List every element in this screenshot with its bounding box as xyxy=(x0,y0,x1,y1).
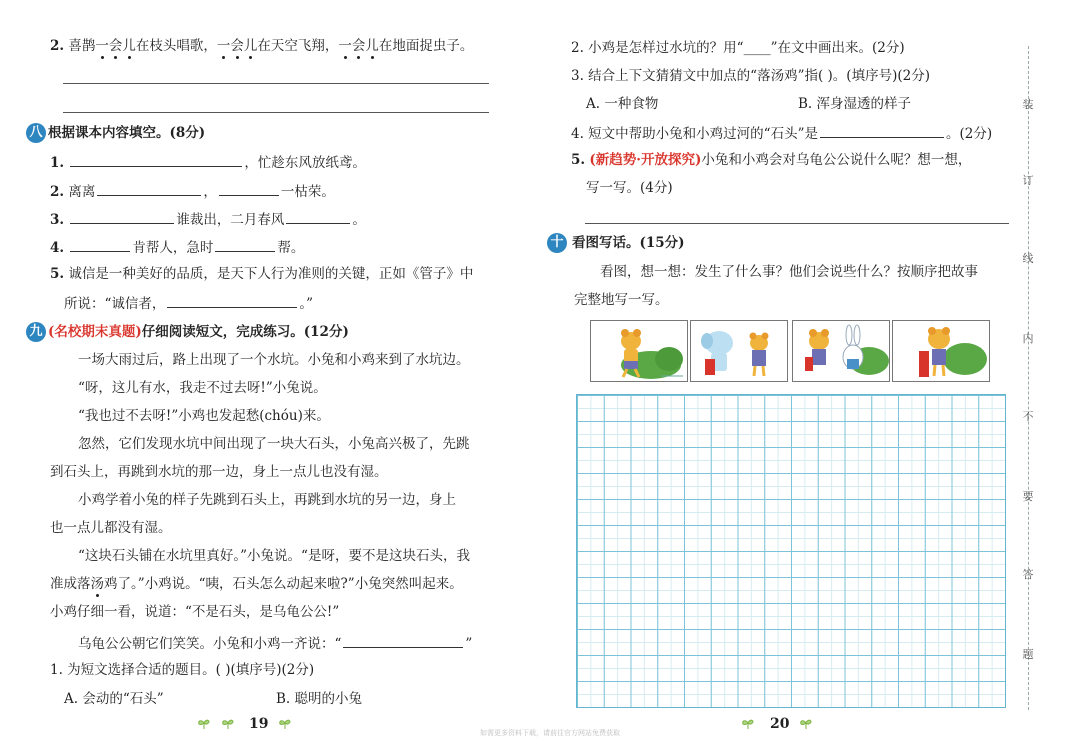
question-3-option-a[interactable]: A. 一种食物 xyxy=(586,96,659,112)
fill-blank[interactable] xyxy=(286,209,350,224)
page-number-right: 20 xyxy=(770,716,790,732)
section-title-10: 看图写话。(15分) xyxy=(572,235,685,251)
story-picture-3 xyxy=(792,320,890,382)
footer-note: 如需更多资料下载，请前往官方网站免费获取 xyxy=(480,729,620,737)
binding-char: 内 xyxy=(1022,332,1034,345)
passage-p6b: 准成落汤鸡了。”小鸡说。“咦，石头怎么动起来啦?”小兔突然叫起来。 xyxy=(50,576,463,592)
section-badge-8: 八 xyxy=(26,123,46,143)
story-picture-4 xyxy=(892,320,990,382)
question-3-option-b[interactable]: B. 浑身湿透的样子 xyxy=(798,96,912,112)
question-1: 1. 为短文选择合适的题目。( )(填序号)(2分) xyxy=(50,662,315,678)
fill-blank[interactable] xyxy=(97,181,201,196)
section-badge-9: 九 xyxy=(26,322,46,342)
writing-instruction-1: 看图，想一想：发生了什么事？他们会说些什么？按顺序把故事 xyxy=(600,264,978,280)
binding-char: 不 xyxy=(1022,410,1034,423)
passage-p5a: 小鸡学着小兔的样子先跳到石头上，再跳到水坑的另一边，身上 xyxy=(78,492,456,508)
leaf-icon xyxy=(800,719,812,729)
fill-blank[interactable] xyxy=(219,181,279,196)
leaf-icon xyxy=(198,719,210,729)
passage-p7: 乌龟公公朝它们笑笑。小兔和小鸡一齐说：“ ” xyxy=(78,633,472,653)
dotted-word: 落汤鸡 xyxy=(77,576,118,592)
binding-line xyxy=(1028,46,1029,710)
passage-p4a: 忽然，它们发现水坑中间出现了一块大石头，小兔高兴极了，先跳 xyxy=(78,436,470,452)
passage-p4b: 到石头上，再跳到水坑的那一边，身上一点儿也没有湿。 xyxy=(50,464,388,480)
passage-p6a: “这块石头铺在水坑里真好。”小兔说。“是呀，要不是这块石头，我 xyxy=(78,548,470,564)
passage-p5b: 也一点儿都没有湿。 xyxy=(50,520,172,536)
passage-p1: 一场大雨过后，路上出现了一个水坑。小兔和小鸡来到了水坑边。 xyxy=(78,352,470,368)
writing-instruction-2: 完整地写一写。 xyxy=(574,292,669,308)
story-picture-2 xyxy=(690,320,788,382)
fill-blank[interactable] xyxy=(70,209,174,224)
fill-blank[interactable] xyxy=(820,123,944,138)
question-2: 2. 小鸡是怎样过水坑的？用“____”在文中画出来。(2分) xyxy=(571,40,905,56)
question-1-option-b[interactable]: B. 聪明的小兔 xyxy=(276,691,363,707)
fill-item-1: 1. ，忙趁东风放纸鸢。 xyxy=(50,152,366,172)
leaf-icon xyxy=(742,719,754,729)
fill-blank[interactable] xyxy=(343,633,463,648)
passage-p2: “呀，这儿有水，我走不过去呀!”小兔说。 xyxy=(78,380,327,396)
page-number-left: 19 xyxy=(249,716,269,732)
binding-char: 要 xyxy=(1022,490,1034,503)
section-badge-10: 十 xyxy=(547,233,567,253)
answer-line[interactable] xyxy=(63,112,489,113)
section-title-9: (名校期末真题)仔细阅读短文，完成练习。(12分) xyxy=(48,324,349,340)
binding-char: 订 xyxy=(1022,174,1034,187)
fill-blank[interactable] xyxy=(215,237,275,252)
passage-p6c: 小鸡仔细一看，说道：“不是石头，是乌龟公公!” xyxy=(50,604,340,620)
question-4: 4. 短文中帮助小兔和小鸡过河的“石头”是 。(2分) xyxy=(571,123,992,143)
writing-grid[interactable] xyxy=(576,394,1006,708)
binding-char: 题 xyxy=(1022,648,1034,661)
binding-char: 线 xyxy=(1022,252,1034,265)
answer-line[interactable] xyxy=(585,223,1009,224)
fill-blank[interactable] xyxy=(167,293,297,308)
binding-char: 答 xyxy=(1022,568,1034,581)
leaf-icon xyxy=(222,719,234,729)
binding-char: 装 xyxy=(1022,98,1034,111)
fill-item-5-line2: 所说：“诚信者， 。” xyxy=(64,293,313,313)
fill-item-4: 4. 肯帮人，急时 帮。 xyxy=(50,237,304,257)
fill-item-5: 5. 诚信是一种美好的品质，是天下人行为准则的关键，正如《管子》中 xyxy=(50,266,474,282)
fill-item-3: 3. 谁裁出，二月春风 。 xyxy=(50,209,366,229)
question-3: 3. 结合上下文猜猜文中加点的“落汤鸡”指( )。(填序号)(2分) xyxy=(571,68,930,84)
q7-item-2: 2. 喜鹊一会儿在枝头唱歌，一会儿在天空飞翔，一会儿在地面捉虫子。 xyxy=(50,38,474,54)
fill-blank[interactable] xyxy=(70,152,242,167)
question-5-line2: 写一写。(4分) xyxy=(586,180,673,196)
passage-p3: “我也过不去呀!”小鸡也发起愁(chóu)来。 xyxy=(78,408,330,424)
answer-line[interactable] xyxy=(63,83,489,84)
question-1-option-a[interactable]: A. 会动的“石头” xyxy=(64,691,164,707)
fill-blank[interactable] xyxy=(70,237,130,252)
leaf-icon xyxy=(279,719,291,729)
fill-item-2: 2. 离离 ， 一枯荣。 xyxy=(50,181,335,201)
story-picture-1 xyxy=(590,320,688,382)
section-title-8: 根据课本内容填空。(8分) xyxy=(48,125,206,141)
question-5: 5. (新趋势·开放探究)小兔和小鸡会对乌龟公公说什么呢？想一想， xyxy=(571,152,972,168)
